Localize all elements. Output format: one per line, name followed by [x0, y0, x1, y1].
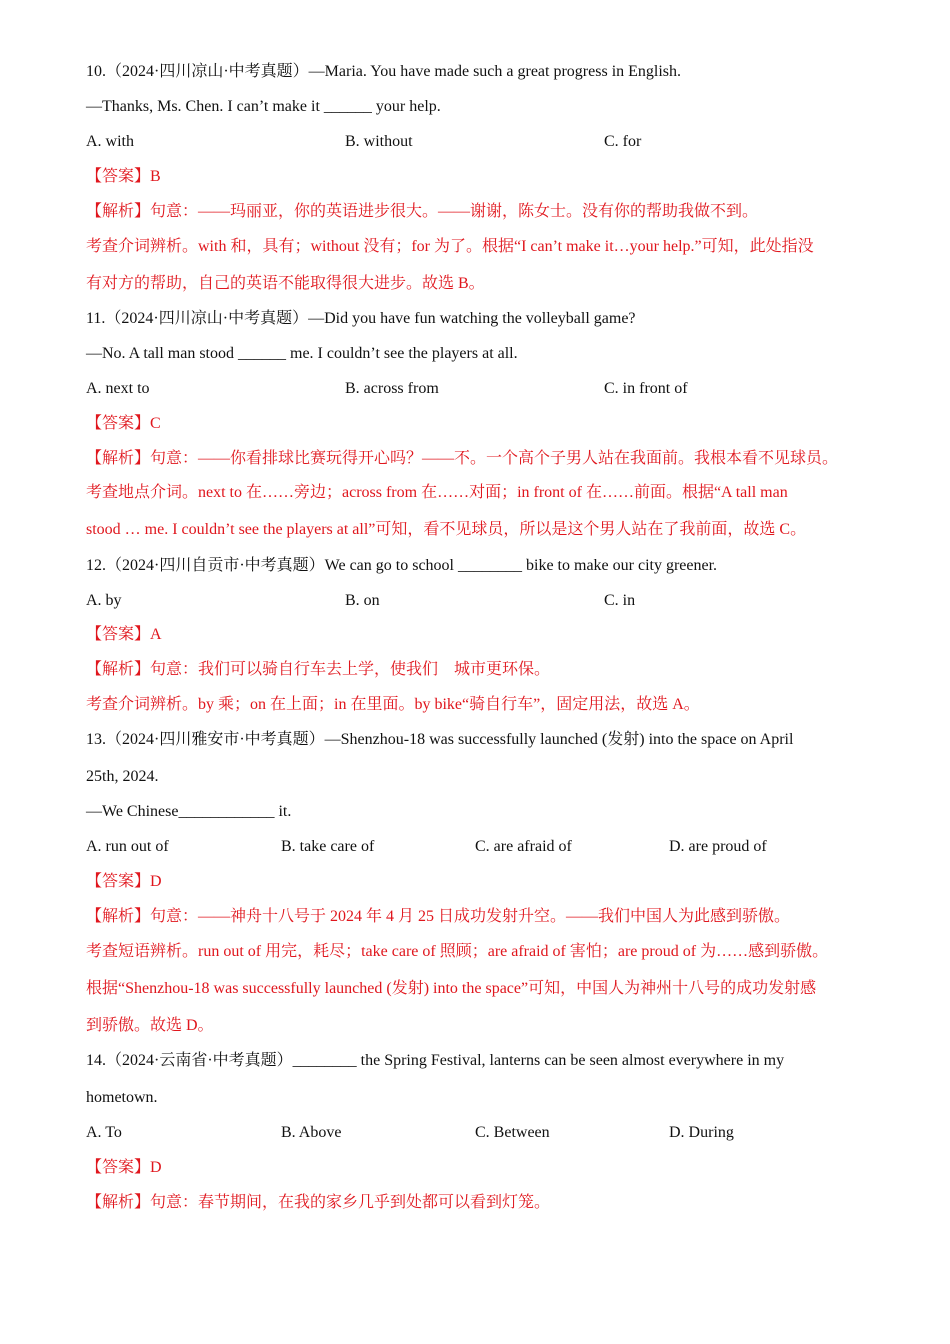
- question-11-option-b: B. across from: [345, 380, 439, 397]
- question-11-reply: —No. A tall man stood ______ me. I couldn’t see the players at all.: [86, 345, 518, 362]
- question-13-option-d: D. are proud of: [669, 838, 767, 855]
- question-13-analysis-line: 根据“Shenzhou-18 was successfully launched (发射) into the space”可知，中国人为神州十八号的成功发射感: [86, 980, 817, 997]
- question-12-answer: 【答案】A: [86, 626, 162, 643]
- question-12-option-b: B. on: [345, 592, 380, 609]
- question-10-option-a: A. with: [86, 133, 134, 150]
- question-13-analysis-line: 考查短语辨析。run out of 用完，耗尽；take care of 照顾；are afraid of 害怕；are proud of 为……感到骄傲。: [86, 943, 829, 960]
- question-14-option-a: A. To: [86, 1124, 122, 1141]
- question-12-option-c: C. in: [604, 592, 636, 609]
- question-10-analysis-line: 有对方的帮助，自己的英语不能取得很大进步。故选 B。: [86, 275, 485, 292]
- question-11-text: 11.（2024·四川凉山·中考真题）—Did you have fun watching the volleyball game?: [86, 310, 636, 327]
- question-13-answer: 【答案】D: [86, 873, 162, 890]
- question-11-analysis-line: stood … me. I couldn’t see the players at all”可知，看不见球员，所以是这个男人站在了我前面，故选 C。: [86, 521, 807, 538]
- question-14-option-d: D. During: [669, 1124, 734, 1141]
- question-12-analysis-line: 【解析】句意：我们可以骑自行车去上学，使我们 城市更环保。: [86, 661, 551, 678]
- question-12-text: 12.（2024·四川自贡市·中考真题）We can go to school ________ bike to make our city greener.: [86, 557, 718, 574]
- question-13-text-cont: 25th, 2024.: [86, 768, 159, 785]
- question-10-text: 10.（2024·四川凉山·中考真题）—Maria. You have made such a great progress in English.: [86, 63, 682, 80]
- question-10-option-c: C. for: [604, 133, 642, 150]
- question-14-answer: 【答案】D: [86, 1159, 162, 1176]
- question-13-reply: —We Chinese____________ it.: [86, 803, 292, 820]
- question-14-text-cont: hometown.: [86, 1089, 158, 1106]
- question-11-analysis-line: 考查地点介词。next to 在……旁边；across from 在……对面；in front of 在……前面。根据“A tall man: [86, 484, 788, 501]
- question-11-answer: 【答案】C: [86, 415, 161, 432]
- question-13-option-c: C. are afraid of: [475, 838, 572, 855]
- question-11-option-c: C. in front of: [604, 380, 688, 397]
- question-13-option-b: B. take care of: [281, 838, 375, 855]
- question-13-analysis-line: 【解析】句意：——神舟十八号于 2024 年 4 月 25 日成功发射升空。——我们中国人为此感到骄傲。: [86, 908, 791, 925]
- question-12-option-a: A. by: [86, 592, 122, 609]
- question-14-option-b: B. Above: [281, 1124, 342, 1141]
- question-10-reply: —Thanks, Ms. Chen. I can’t make it ______ your help.: [86, 98, 441, 115]
- question-13-analysis-line: 到骄傲。故选 D。: [86, 1017, 214, 1034]
- question-14-text: 14.（2024·云南省·中考真题）________ the Spring Festival, lanterns can be seen almost everywhere in my: [86, 1052, 785, 1069]
- question-14-analysis-line: 【解析】句意：春节期间，在我的家乡几乎到处都可以看到灯笼。: [86, 1194, 551, 1211]
- question-10-analysis-line: 考查介词辨析。with 和，具有；without 没有；for 为了。根据“I can’t make it…your help.”可知，此处指没: [86, 238, 814, 255]
- question-11-analysis-line: 【解析】句意：——你看排球比赛玩得开心吗？——不。一个高个子男人站在我面前。我根本看不见球员。: [86, 450, 839, 467]
- question-11-option-a: A. next to: [86, 380, 150, 397]
- question-10-answer: 【答案】B: [86, 168, 161, 185]
- question-12-analysis-line: 考查介词辨析。by 乘；on 在上面；in 在里面。by bike“骑自行车”，固定用法，故选 A。: [86, 696, 700, 713]
- question-10-analysis-line: 【解析】句意：——玛丽亚，你的英语进步很大。——谢谢，陈女士。没有你的帮助我做不到。: [86, 203, 759, 220]
- question-14-option-c: C. Between: [475, 1124, 550, 1141]
- question-13-text: 13.（2024·四川雅安市·中考真题）—Shenzhou-18 was successfully launched (发射) into the space on April: [86, 731, 794, 748]
- question-13-option-a: A. run out of: [86, 838, 169, 855]
- question-10-option-b: B. without: [345, 133, 413, 150]
